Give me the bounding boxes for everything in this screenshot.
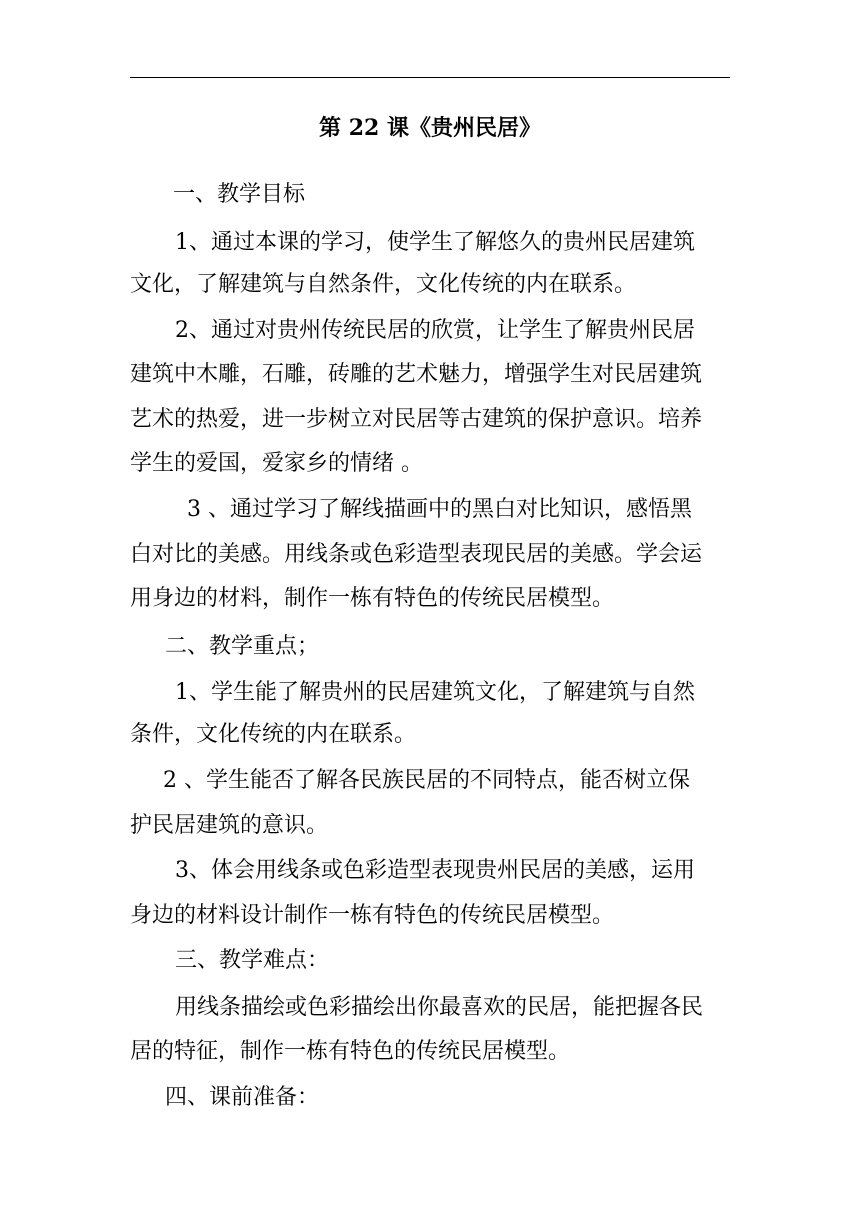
header-rule bbox=[130, 77, 730, 78]
paragraph-line: 文化，了解建筑与自然条件，文化传统的内在联系。 bbox=[130, 272, 637, 297]
paragraph-line: 身边的材料设计制作一栋有特色的传统民居模型。 bbox=[130, 903, 615, 928]
paragraph-line: 3、体会用线条或色彩造型表现贵州民居的美感，运用 bbox=[175, 858, 695, 883]
paragraph-line: 2 、学生能否了解各民族民居的不同特点，能否树立保 bbox=[163, 768, 690, 793]
section-heading-preparation: 四、课前准备： bbox=[165, 1085, 320, 1110]
section-heading-difficulties: 三、教学难点： bbox=[175, 948, 330, 973]
paragraph-line: 1、通过本课的学习，使学生了解悠久的贵州民居建筑 bbox=[175, 230, 695, 255]
paragraph-line: 学生的爱国，爱家乡的情绪 。 bbox=[130, 451, 423, 476]
paragraph-line: 用身边的材料，制作一栋有特色的传统民居模型。 bbox=[130, 586, 615, 611]
paragraph-line: 1、学生能了解贵州的民居建筑文化，了解建筑与自然 bbox=[175, 680, 695, 705]
paragraph-line: 护民居建筑的意识。 bbox=[130, 813, 329, 838]
lesson-title: 第 22 课《贵州民居》 bbox=[319, 115, 541, 141]
paragraph-line: 艺术的热爱，进一步树立对民居等古建筑的保护意识。培养 bbox=[130, 407, 703, 432]
paragraph-line: 2、通过对贵州传统民居的欣赏，让学生了解贵州民居 bbox=[175, 318, 695, 343]
paragraph-line: 3 、通过学习了解线描画中的黑白对比知识，感悟黑 bbox=[187, 497, 692, 522]
paragraph-line: 条件，文化传统的内在联系。 bbox=[130, 722, 417, 747]
paragraph-line: 建筑中木雕，石雕，砖雕的艺术魅力，增强学生对民居建筑 bbox=[130, 362, 703, 387]
paragraph-line: 白对比的美感。用线条或色彩造型表现民居的美感。学会运 bbox=[130, 542, 703, 567]
section-heading-objectives: 一、教学目标 bbox=[173, 182, 306, 207]
section-heading-key-points: 二、教学重点； bbox=[165, 634, 320, 659]
paragraph-line: 居的特征，制作一栋有特色的传统民居模型。 bbox=[130, 1039, 571, 1064]
paragraph-line: 用线条描绘或色彩描绘出你最喜欢的民居，能把握各民 bbox=[175, 995, 704, 1020]
